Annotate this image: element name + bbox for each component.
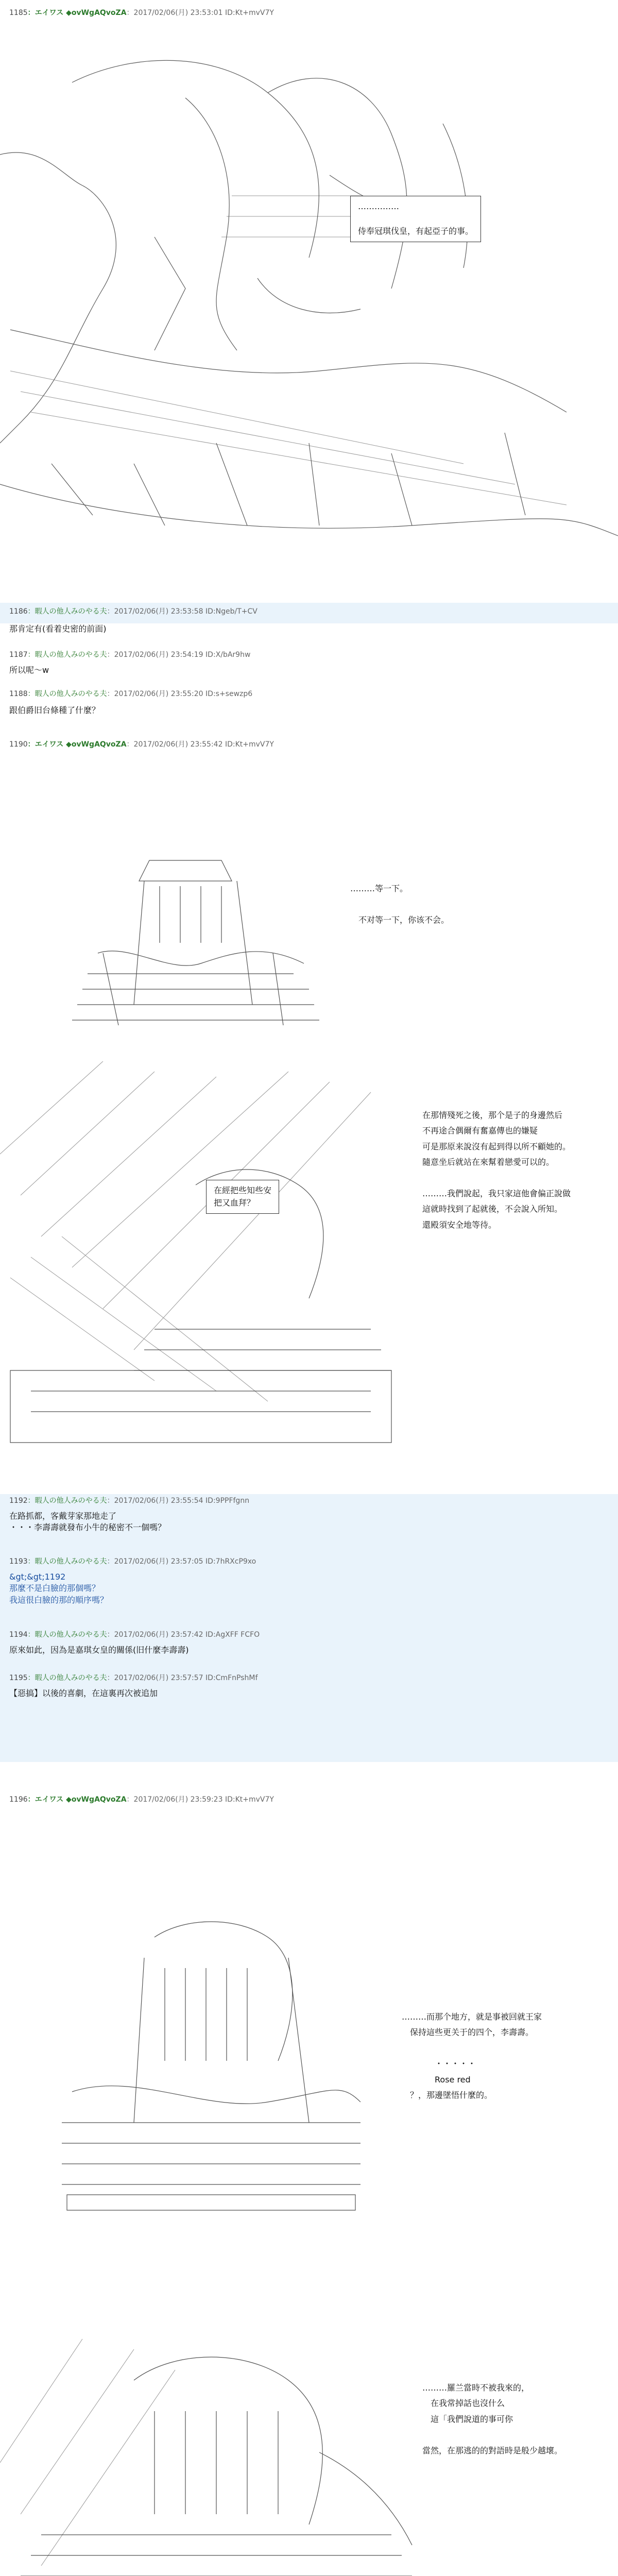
- highlight-band: [0, 1494, 618, 1762]
- narration-text: ………羅兰當時不被我來的， 在我常掉話也沒什么 這「我們說道的事可你 當然，在那逃的的對語時是般少越壞。: [422, 2383, 563, 2455]
- ascii-art-illustration: [67, 850, 324, 1036]
- speech-bubble: …………… 侍奉冠琪伐皇，有起亞子的事。: [350, 196, 481, 242]
- post-body: 那肯定有(看着史密的前面): [9, 624, 107, 634]
- post-number[interactable]: 1192: [9, 1497, 28, 1505]
- post-number[interactable]: 1194: [9, 1631, 28, 1639]
- post-author: ：エイワス ◆ovWgAQvoZA: [27, 9, 127, 17]
- ascii-art-illustration: [0, 21, 618, 572]
- post-author: ：エイワス ◆ovWgAQvoZA: [27, 1795, 127, 1804]
- post-meta: ：2017/02/06(月) 23:55:54 ID:9PPFfgnn: [107, 1497, 250, 1505]
- post-number[interactable]: 1187: [9, 651, 28, 659]
- speech-bubble: 在經把些知些安 把又血拜？: [206, 1180, 279, 1214]
- post-meta: ：2017/02/06(月) 23:57:42 ID:AgXFF FCFO: [107, 1631, 260, 1639]
- post-number[interactable]: 1193: [9, 1557, 28, 1566]
- narration-text: 在那情殘死之後，那个是子的身邊然后 不再途合偶爾有奮嘉傳也的嫌疑 可是那原来說沒有起到得以所不顧她的。 隨意坐后就站在來幫着戀愛可以的。 ………我們說起，我只家這他會偏正說做 這就時找到了起就後，不会說入所知。 還殿須安全地等待。: [422, 1110, 571, 1230]
- post-author: ：エイワス ◆ovWgAQvoZA: [27, 740, 127, 749]
- ascii-art-illustration: [52, 1906, 371, 2215]
- post-header: [9, 1794, 274, 1804]
- post-header: [9, 739, 274, 749]
- post-body: &gt;&gt;1192 那麼不是白臉的那個嗎？ 我這很白臉的那的順序嗎？: [9, 1572, 109, 1605]
- post-meta: ：2017/02/06(月) 23:57:05 ID:7hRXcP9xo: [107, 1557, 256, 1566]
- post-author: ：暇人の他人みのやる夫: [27, 1631, 107, 1639]
- post-author: ：暇人の他人みのやる夫: [27, 1557, 107, 1566]
- post-number[interactable]: 1186: [9, 607, 28, 616]
- post-number[interactable]: 1195: [9, 1674, 28, 1682]
- post-number[interactable]: 1188: [9, 690, 28, 698]
- post-author: ：暇人の他人みのやる夫: [27, 607, 107, 616]
- post-body: 所以呢～w: [9, 665, 49, 675]
- post-header: [9, 1629, 260, 1639]
- post-body: 原來如此，因為是嘉琪女皇的關係(旧什麼李壽壽): [9, 1645, 189, 1655]
- post-number[interactable]: 1190: [9, 740, 28, 749]
- post-author: ：暇人の他人みのやる夫: [27, 651, 107, 659]
- post-meta: ：2017/02/06(月) 23:53:58 ID:Ngeb/T+CV: [107, 607, 258, 616]
- post-body: 在路抓都，客戴芽家那地走了 ・・・李壽壽就發布小牛的秘密不一個嗎？: [9, 1511, 166, 1533]
- post-header: [9, 1672, 258, 1683]
- post-number[interactable]: 1196: [9, 1795, 28, 1804]
- post-meta: ：2017/02/06(月) 23:55:42 ID:Kt+mvV7Y: [126, 740, 274, 749]
- dialog-text: ………而那个地方，就是事被回就王家 保持這些更关于的四个，李壽壽。 ・・・・・ Rose red ？，那邊墜悟什麼的。: [402, 2012, 542, 2100]
- post-header: [9, 7, 274, 18]
- post-author: ：暇人の他人みのやる夫: [27, 690, 107, 698]
- post-body: 【惡搞】以後的喜劇，在這裏再次被追加: [9, 1688, 158, 1698]
- post-author: ：暇人の他人みのやる夫: [27, 1497, 107, 1505]
- post-meta: ：2017/02/06(月) 23:59:23 ID:Kt+mvV7Y: [126, 1795, 274, 1804]
- post-header: [9, 606, 258, 616]
- post-author: ：暇人の他人みのやる夫: [27, 1674, 107, 1682]
- post-meta: ：2017/02/06(月) 23:55:20 ID:s+sewzp6: [107, 690, 253, 698]
- post-header: [9, 1556, 256, 1566]
- post-header: [9, 688, 252, 699]
- post-meta: ：2017/02/06(月) 23:54:19 ID:X/bAr9hw: [107, 651, 251, 659]
- post-number[interactable]: 1185: [9, 9, 28, 17]
- post-meta: ：2017/02/06(月) 23:53:01 ID:Kt+mvV7Y: [126, 9, 274, 17]
- post-header: [9, 1495, 249, 1505]
- post-body: 跟伯爵旧台條種了什麼？: [9, 705, 100, 715]
- post-meta: ：2017/02/06(月) 23:57:57 ID:CmFnPshMf: [107, 1674, 258, 1682]
- post-header: [9, 649, 250, 659]
- dialog-text: ………等一下。 不对等一下，你该不会。: [350, 884, 450, 925]
